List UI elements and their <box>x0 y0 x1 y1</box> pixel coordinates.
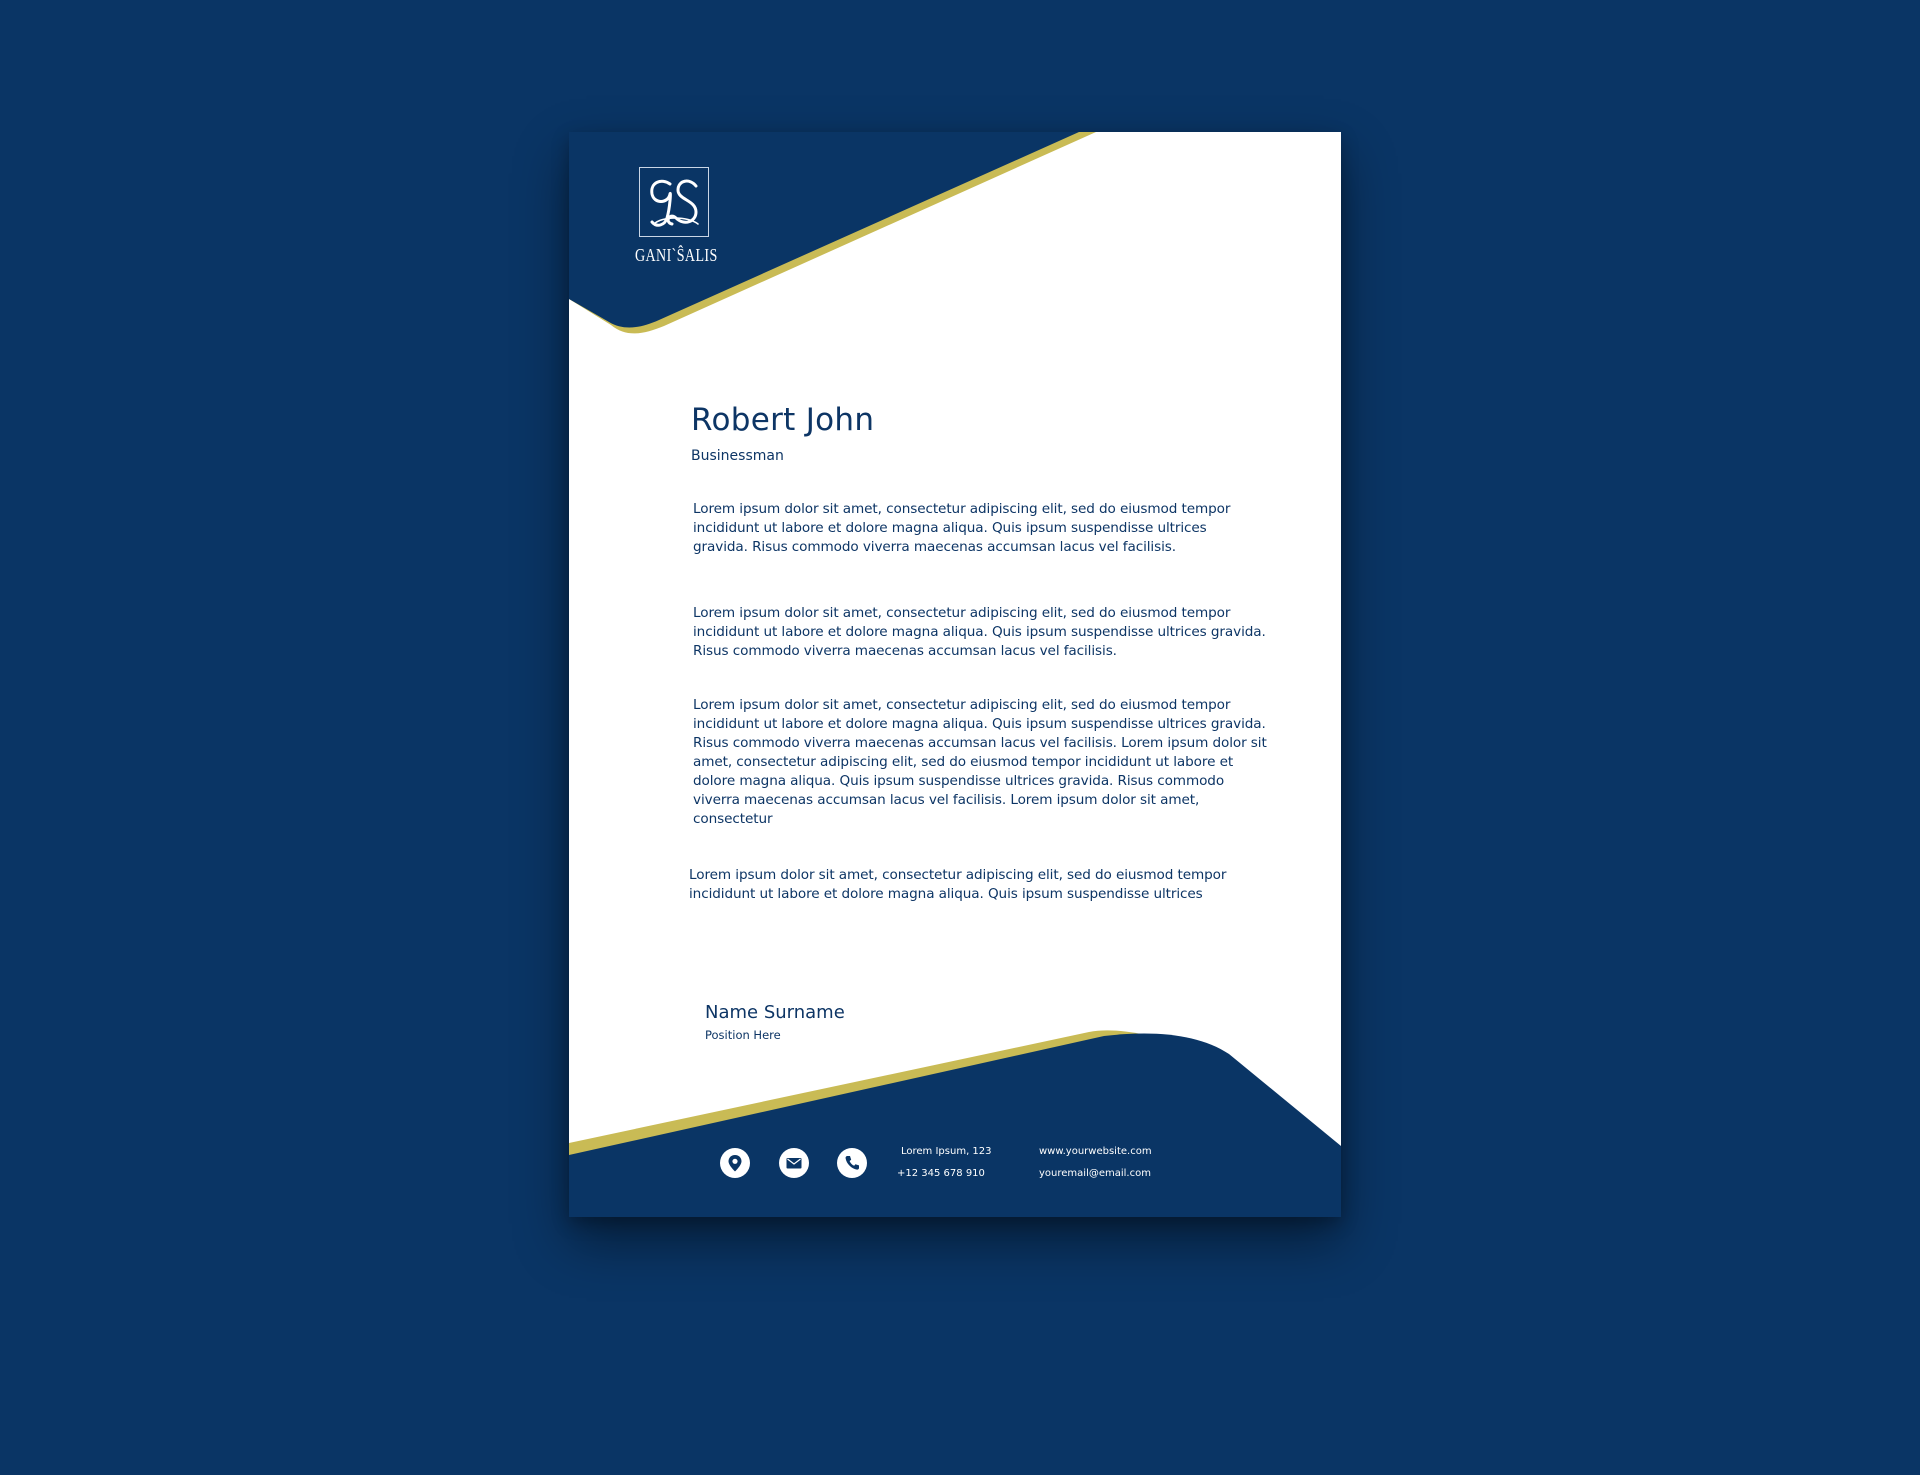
footer-address: Lorem Ipsum, 123 <box>901 1146 992 1157</box>
recipient-name: Robert John <box>691 402 875 438</box>
logo-monogram-box <box>639 167 709 237</box>
monogram-icon <box>640 168 710 238</box>
letterhead-decoration <box>569 132 1341 1217</box>
phone-icon <box>837 1148 867 1178</box>
footer-phone: +12 345 678 910 <box>897 1168 985 1179</box>
signature-position: Position Here <box>705 1028 781 1042</box>
signature-name: Name Surname <box>705 1002 845 1023</box>
body-paragraph-4: Lorem ipsum dolor sit amet, consectetur adipiscing elit, sed do eiusmod tempor incididunt ut labore et dolore magna aliqua. Quis ipsum suspendisse ultrices <box>689 867 1227 902</box>
footer-website: www.yourwebsite.com <box>1039 1146 1152 1157</box>
company-logo <box>624 167 724 266</box>
location-pin-icon <box>720 1148 750 1178</box>
envelope-icon <box>779 1148 809 1178</box>
recipient-role: Businessman <box>691 448 784 464</box>
body-paragraph-3: Lorem ipsum dolor sit amet, consectetur adipiscing elit, sed do eiusmod tempor incididunt ut labore et dolore magna aliqua. Quis ipsum suspendisse ultrices gravida. Risus commodo viverra maecenas accumsan lacus vel facilisis. Lorem ipsum dolor sit amet, consectetur adipiscing elit, sed do eiusmod tempor incididunt ut labore et dolore magna aliqua. Quis ipsum suspendisse ultrices gravida. Risus commodo viverra maecenas accumsan lacus vel facilisis. Lorem ipsum dolor sit amet, consectetur <box>693 697 1267 827</box>
footer-email: youremail@email.com <box>1039 1168 1151 1179</box>
letterhead-sheet <box>569 132 1341 1217</box>
body-paragraph-2: Lorem ipsum dolor sit amet, consectetur adipiscing elit, sed do eiusmod tempor incididunt ut labore et dolore magna aliqua. Quis ipsum suspendisse ultrices gravida. Risus commodo viverra maecenas accumsan lacus vel facilisis. <box>693 605 1266 659</box>
body-paragraph-1: Lorem ipsum dolor sit amet, consectetur adipiscing elit, sed do eiusmod tempor incididunt ut labore et dolore magna aliqua. Quis ipsum suspendisse ultrices gravida. Risus commodo viverra maecenas accumsan lacus vel facilisis. <box>693 501 1231 555</box>
company-name: GANI`ŜALIS <box>635 245 718 265</box>
